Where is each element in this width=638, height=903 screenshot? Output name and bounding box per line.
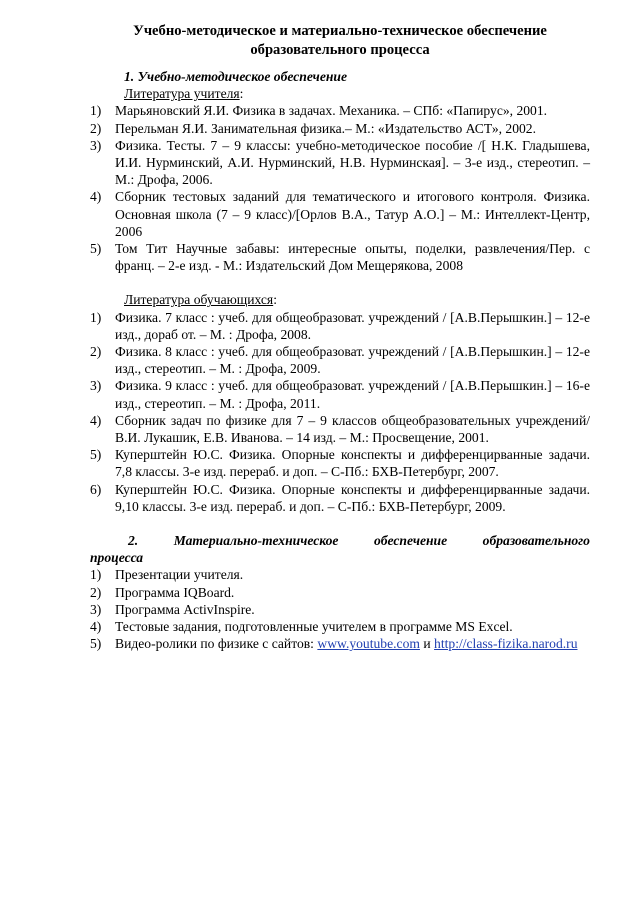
list-item: 5) Том Тит Научные забавы: интересные опыты, поделки, развлечения/Пер. с франц. – 2-е изд. - М.: Издательский Дом Мещерякова, 2008 — [90, 241, 590, 274]
list-item: 1) Физика. 7 класс : учеб. для общеобразоват. учреждений / [А.В.Перышкин.] – 12-е изд., дораб от. – М. : Дрофа, 2008. — [90, 309, 590, 342]
section-2-heading-word: образовательного — [482, 533, 590, 549]
list-item: 4) Сборник тестовых заданий для тематического и итогового контроля. Физика. Основная школа (7 – 9 класс)/[Орлов В.А., Татур А.О.] – М.: Интеллект-Центр, 2006 — [90, 189, 590, 239]
list-item: 3) Физика. 9 класс : учеб. для общеобразоват. учреждений / [А.В.Перышкин.] – 16-е изд., стереотип. – М. : Дрофа, 2011. — [90, 378, 590, 411]
conjunction-text: и — [423, 636, 431, 652]
section-2-heading-word: Материально-техническое — [173, 533, 339, 549]
list-item: 5) Куперштейн Ю.С. Физика. Опорные конспекты и дифференцирванные задачи. 7,8 классы. 3-е изд. перераб. и доп. – С-Пб.: БХВ-Петербург, 2007. — [90, 447, 590, 480]
teacher-literature-list — [90, 102, 590, 274]
list-item: 2) Перельман Я.И. Занимательная физика.– М.: «Издательство АСТ», 2002. — [90, 120, 537, 136]
list-item: 1) Марьяновский Я.И. Физика в задачах. Механика. – СПб: «Папирус», 2001. — [90, 103, 548, 119]
section-2-heading — [90, 532, 590, 566]
list-item: 6) Куперштейн Ю.С. Физика. Опорные конспекты и дифференцирванные задачи. 9,10 классы. 3-е изд. перераб. и доп. – С-Пб.: БХВ-Петербург, 2009. — [90, 481, 590, 514]
student-literature-label: Литература обучающихся: — [124, 292, 277, 308]
youtube-link[interactable]: www.youtube.com — [317, 636, 420, 652]
title-line-1: Учебно-методическое и материально-техническое обеспечение — [133, 23, 547, 39]
list-item: 2) Программа IQBoard. — [90, 584, 235, 600]
student-literature-list — [90, 309, 590, 515]
list-item: 1) Презентации учителя. — [90, 567, 244, 583]
list-item: 4) Сборник задач по физике для 7 – 9 классов общеобразовательных учреждений/ В.И. Лукашик, Е.В. Иванова. – 14 изд. – М.: Просвещение, 2001. — [90, 412, 590, 446]
document-title — [90, 22, 590, 60]
teacher-literature-label: Литература учителя: — [124, 86, 244, 102]
section-2-number: 2. — [128, 533, 139, 549]
list-item: 4) Тестовые задания, подготовленные учителем в программе MS Excel. — [90, 619, 513, 635]
section-2-heading-line-2: процесса — [90, 550, 144, 566]
list-item: 5) Видео-ролики по физике с сайтов: www.youtube.com и http://class-fizika.narod.ru — [90, 636, 578, 652]
section-2-heading-word: обеспечение — [373, 533, 448, 549]
list-item: 3) Программа ActivInspire. — [90, 601, 255, 617]
list-item: 3) Физика. Тесты. 7 – 9 классы: учебно-методическое пособие /[ Н.К. Гладышева, И.И. Нурминский, А.И. Нурминский, Н.В. Нурминская]. – 3-е изд., стереотип. – М.: Дрофа, 2006. — [90, 137, 590, 188]
section-1-heading: 1. Учебно-методическое обеспечение — [124, 69, 347, 84]
document-page — [90, 22, 590, 653]
list-item: 2) Физика. 8 класс : учеб. для общеобразоват. учреждений / [А.В.Перышкин.] – 12-е изд., стереотип. – М. : Дрофа, 2009. — [90, 344, 590, 377]
video-sources-text: Видео-ролики по физике с сайтов: — [115, 636, 314, 652]
class-fizika-link[interactable]: http://class-fizika.narod.ru — [434, 636, 578, 652]
title-line-2: образовательного процесса — [250, 42, 430, 58]
equipment-list — [90, 566, 590, 652]
